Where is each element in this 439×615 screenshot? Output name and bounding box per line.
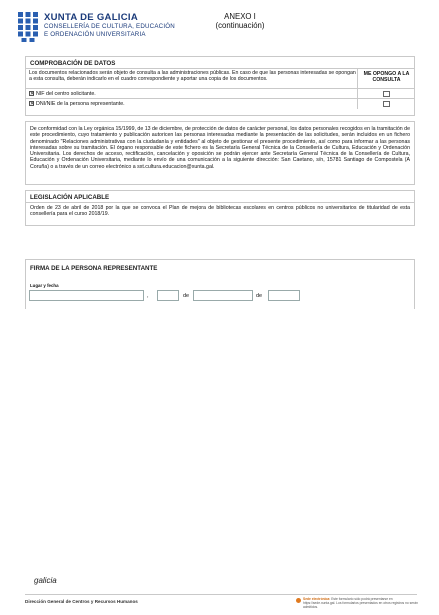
row-label: DNI/NIE de la persona representante. — [36, 101, 125, 107]
privacy-text: De conformidad con la Ley orgánica 15/1999, de 13 de diciembre, de protección de datos de carácter personal, los datos personales recogidos en la tramitación de este procedimiento, cuyo tratamiento y publicación autoricen las personas interesadas mediante la presentación de las solicitudes, serán incluidos en un fichero denominado "Relaciones administrativas con la ciudadanía y entidades" al objeto de gestionar el presente procedimiento, así como para informar a las personas interesadas sobre su tramitación. El órgano responsable de este fichero es la Secretaría General Técnica de la Consellería de Cultura, Educación y Ordenación Universitaria. Los derechos de acceso, rectificación, cancelación y oposición se podrán ejercer ante Secretaría General Técnica de la Consellería de Cultura, Educación y Ordenación Universitaria, mediante lo envío de una comunicación a la siguiente dirección: San Caetano, s/n, 15781 Santiago de Compostela (A Coruña) o a través de un correo electrónico a sxt.cultura.educacion@xunta.gal. — [30, 126, 410, 170]
verification-row — [26, 88, 415, 98]
oppose-column-header: ME OPONGO A LA CONSULTA — [357, 68, 415, 88]
galicia-logo: galicia — [34, 576, 57, 585]
verification-row — [26, 98, 415, 108]
verification-intro: Los documentos relacionados serán objeto de consulta a las administraciones públicas. En caso de que las personas interesadas se opongan a esta consulta, deberán indicarlo en el cuadro correspondiente y aportar una copia de los documentos. — [29, 70, 356, 83]
sede-text: Este formulario sólo podrá presentarse en https://sede.xunta.gal. Los formularios presentados en otros registros no serán admitidos. — [303, 597, 418, 609]
legislation-text: Orden de 23 de abril de 2018 por la que se convoca el Plan de mejora de bibliotecas escolares en centros públicos no universitarios de titularidad de esta consellería para el curso 2018/19. — [30, 205, 410, 218]
place-field[interactable] — [29, 290, 144, 301]
directorate-name: Dirección General de Centros y Recursos Humanos — [25, 599, 138, 604]
oppose-checkbox[interactable] — [383, 101, 390, 107]
data-verification-section — [25, 56, 415, 116]
department-line-2: E ORDENACIÓN UNIVERSITARIA — [44, 30, 146, 38]
legislation-section — [25, 190, 415, 226]
xunta-logo-icon — [18, 12, 38, 42]
row-label: NIF del centro solicitante. — [36, 91, 96, 97]
annex-title: ANEXO I — [224, 12, 256, 21]
comma-separator: , — [147, 293, 149, 299]
de-separator: de — [256, 293, 263, 299]
signature-section — [25, 259, 415, 309]
section-title: FIRMA DE LA PERSONA REPRESENTANTE — [30, 265, 158, 272]
year-field[interactable] — [268, 290, 300, 301]
row-checkbox[interactable]: ✕ — [30, 91, 35, 97]
month-field[interactable] — [193, 290, 253, 301]
oppose-checkbox[interactable] — [383, 91, 390, 97]
sede-label: Sede electrónica: — [303, 597, 331, 601]
section-title: COMPROBACIÓN DE DATOS — [30, 60, 116, 67]
annex-subtitle: (continuación) — [215, 21, 265, 30]
section-title: LEGISLACIÓN APLICABLE — [30, 194, 110, 201]
day-field[interactable] — [157, 290, 179, 301]
footer-divider — [25, 594, 417, 595]
organization-block — [44, 12, 204, 38]
sede-notice — [303, 597, 419, 609]
de-separator: de — [183, 293, 190, 299]
place-date-label: Lugar y fecha — [30, 283, 59, 288]
row-checkbox[interactable]: ✕ — [30, 101, 35, 107]
brand-name: XUNTA DE GALICIA — [44, 12, 138, 23]
privacy-notice — [25, 121, 415, 185]
annex-heading — [210, 12, 270, 30]
sede-icon — [296, 598, 301, 603]
department-line-1: CONSELLERÍA DE CULTURA, EDUCACIÓN — [44, 23, 175, 30]
